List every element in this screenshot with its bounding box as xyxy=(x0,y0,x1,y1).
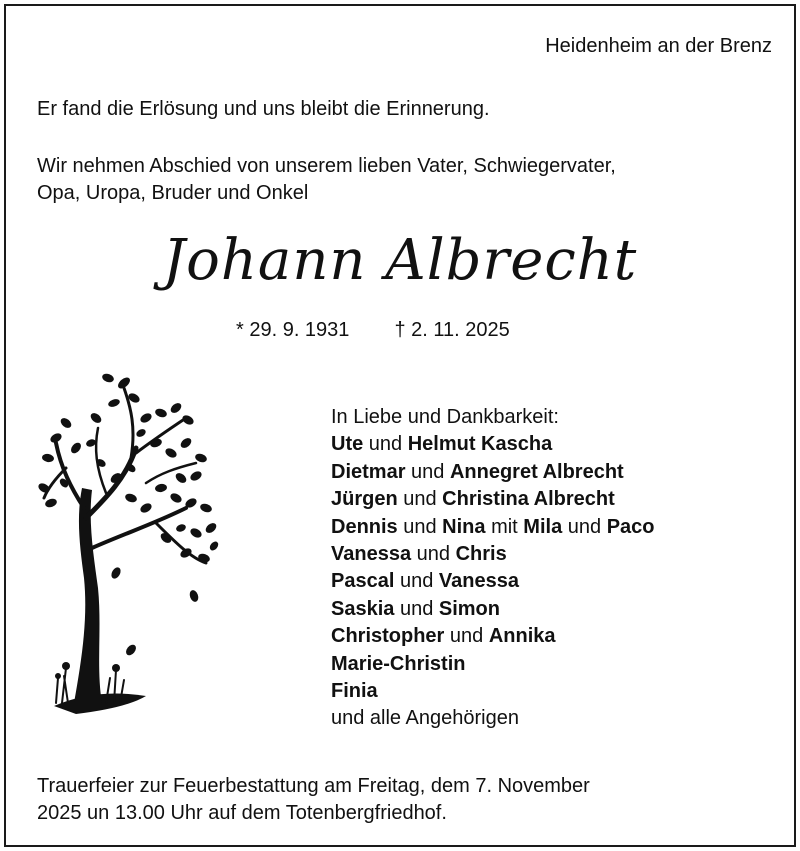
mourner-name: Annika xyxy=(488,625,556,648)
mourner-name: Dennis xyxy=(331,515,398,538)
mourner-connector: und xyxy=(405,460,450,483)
mourner-name: Vanessa xyxy=(438,570,519,593)
service-line: 2025 un 13.00 Uhr auf dem Totenbergfriedhof. xyxy=(37,802,447,824)
mourner-row xyxy=(331,705,655,732)
mourner-name: Finia xyxy=(331,680,378,703)
mourner-name: Dietmar xyxy=(331,460,406,483)
mourner-connector: und xyxy=(562,515,607,538)
mourner-name: Simon xyxy=(438,597,500,620)
mourner-name: Helmut Kascha xyxy=(407,433,553,456)
farewell-line: Opa, Uropa, Bruder und Onkel xyxy=(37,182,309,204)
location: Heidenheim an der Brenz xyxy=(545,35,772,57)
intro-text: Er fand die Erlösung und uns bleibt die Erinnerung. xyxy=(37,98,490,120)
mourner-connector: und xyxy=(397,515,443,538)
mourners-heading: In Liebe und Dankbarkeit: xyxy=(331,406,559,428)
mourner-row xyxy=(331,486,655,513)
mourner-name: Christopher xyxy=(331,625,445,648)
mourner-name: Paco xyxy=(606,515,655,538)
mourner-name: Saskia xyxy=(331,597,395,620)
mourner-name: Jürgen xyxy=(331,488,398,511)
mourner-row xyxy=(331,459,655,486)
mourner-row xyxy=(331,514,655,541)
mourner-row xyxy=(331,431,655,458)
mourner-connector: und xyxy=(444,625,489,648)
mourner-row xyxy=(331,568,655,595)
mourner-name: Ute xyxy=(331,433,364,456)
mourner-name: Mila xyxy=(523,515,563,538)
mourner-connector: und xyxy=(363,433,408,456)
tree-icon xyxy=(36,358,226,730)
funeral-service-info xyxy=(37,773,590,827)
mourner-name: Chris xyxy=(455,543,507,566)
mourner-connector: und xyxy=(394,570,439,593)
birth-date: * 29. 9. 1931 xyxy=(236,319,350,341)
mourner-connector: und alle Angehörigen xyxy=(331,707,519,730)
mourner-name: Annegret Albrecht xyxy=(449,460,624,483)
mourner-connector: und xyxy=(397,488,443,511)
obituary-notice xyxy=(4,4,796,847)
mourner-connector: und xyxy=(394,597,439,620)
mourner-name: Pascal xyxy=(331,570,395,593)
mourner-row xyxy=(331,623,655,650)
deceased-name: Johann Albrecht xyxy=(162,228,638,293)
mourner-row xyxy=(331,596,655,623)
mourner-row xyxy=(331,541,655,568)
farewell-text xyxy=(37,153,616,207)
mourner-connector: mit xyxy=(485,515,524,538)
life-dates xyxy=(236,319,510,342)
mourner-name: Christina Albrecht xyxy=(442,488,615,511)
farewell-line: Wir nehmen Abschied von unserem lieben Vater, Schwiegervater, xyxy=(37,155,616,177)
mourner-name: Marie-Christin xyxy=(331,652,466,675)
mourner-row xyxy=(331,651,655,678)
mourners-list xyxy=(331,404,655,733)
mourner-name: Vanessa xyxy=(331,543,412,566)
mourner-connector: und xyxy=(411,543,456,566)
death-date: † 2. 11. 2025 xyxy=(394,319,510,341)
service-line: Trauerfeier zur Feuerbestattung am Freitag, dem 7. November xyxy=(37,775,590,797)
mourner-name: Nina xyxy=(442,515,486,538)
mourner-row xyxy=(331,678,655,705)
